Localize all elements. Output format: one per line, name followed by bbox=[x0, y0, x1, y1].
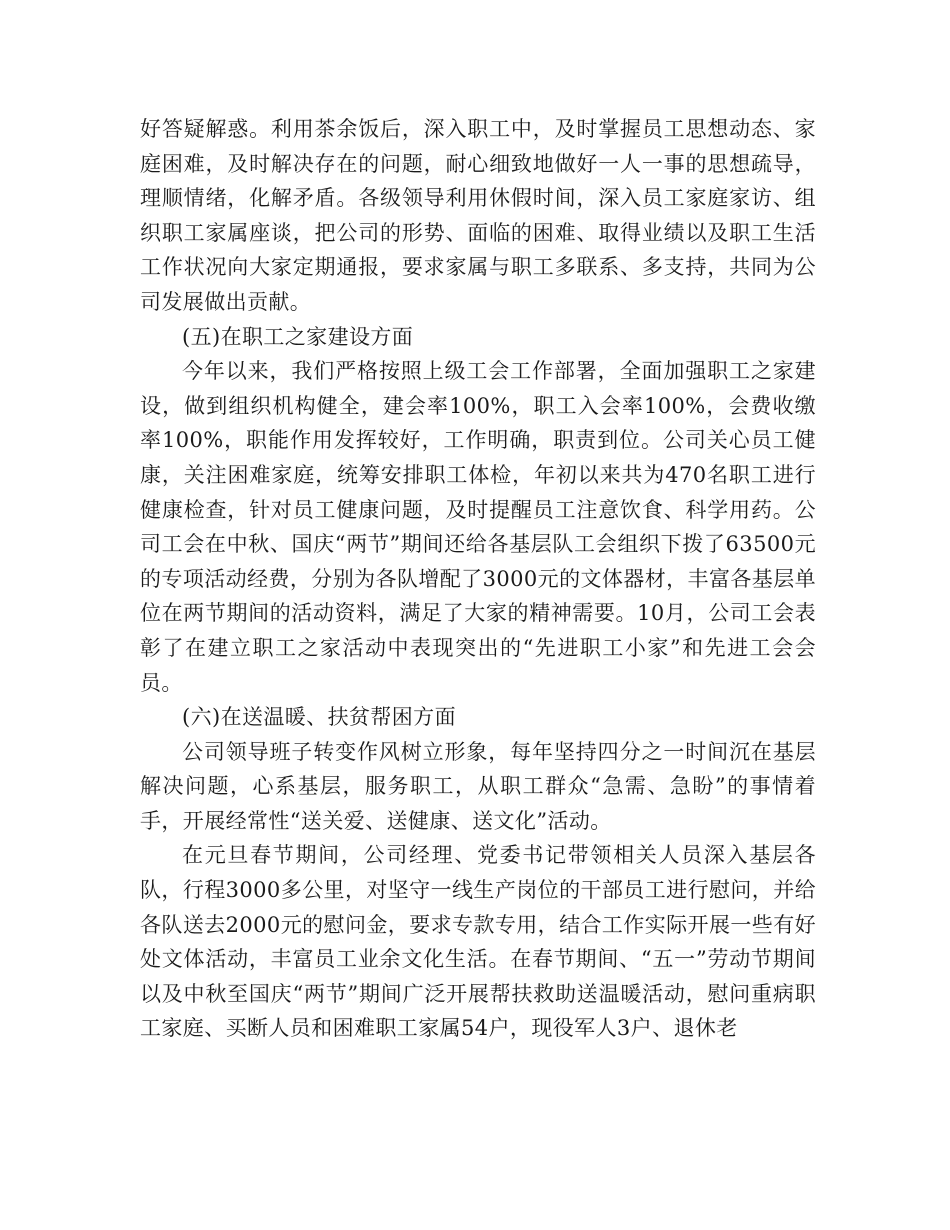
section-heading: (五)在职工之家建设方面 bbox=[182, 324, 414, 349]
body-paragraph: 今年以来，我们严格按照上级工会工作部署，全面加强职工之家建设，做到组织机构健全，建会率100%，职工入会率100%，会费收缴率100%，职能作用发挥较好，工作明确，职责到位。公司关心员工健康，关注困难家庭，统筹安排职工体检，年初以来共为470名职工进行健康检查，针对员工健康问题，及时提醒员工注意饮食、科学用药。公司工会在中秋、国庆“两节”期间还给各基层队工会组织下拨了63500元的专项活动经费，分别为各队增配了3000元的文体器材，丰富各基层单位在两节期间的活动资料，满足了大家的精神需要。10月，公司工会表彰了在建立职工之家活动中表现突出的“先进职工小家”和先进工会会员。 bbox=[140, 359, 816, 695]
body-paragraph: 在元旦春节期间，公司经理、党委书记带领相关人员深入基层各队，行程3000多公里，对坚守一线生产岗位的干部员工进行慰问，并给各队送去2000元的慰问金，要求专款专用，结合工作实际开展一些有好处文体活动，丰富员工业余文化生活。在春节期间、“五一”劳动节期间以及中秋至国庆“两节”期间广泛开展帮扶救助送温暖活动，慰问重病职工家庭、买断人员和困难职工家属54户，现役军人3户、退休老 bbox=[140, 843, 816, 1041]
document-page bbox=[140, 112, 816, 1046]
section-heading: (六)在送温暖、扶贫帮困方面 bbox=[182, 705, 456, 730]
body-paragraph: 好答疑解惑。利用茶余饭后，深入职工中，及时掌握员工思想动态、家庭困难，及时解决存在的问题，耐心细致地做好一人一事的思想疏导，理顺情绪，化解矛盾。各级领导利用休假时间，深入员工家庭家访、组织职工家属座谈，把公司的形势、面临的困难、取得业绩以及职工生活工作状况向大家定期通报，要求家属与职工多联系、多支持，共同为公司发展做出贡献。 bbox=[140, 117, 816, 314]
body-paragraph: 公司领导班子转变作风树立形象，每年坚持四分之一时间沉在基层解决问题，心系基层，服务职工，从职工群众“急需、急盼”的事情着手，开展经常性“送关爱、送健康、送文化”活动。 bbox=[140, 739, 816, 833]
